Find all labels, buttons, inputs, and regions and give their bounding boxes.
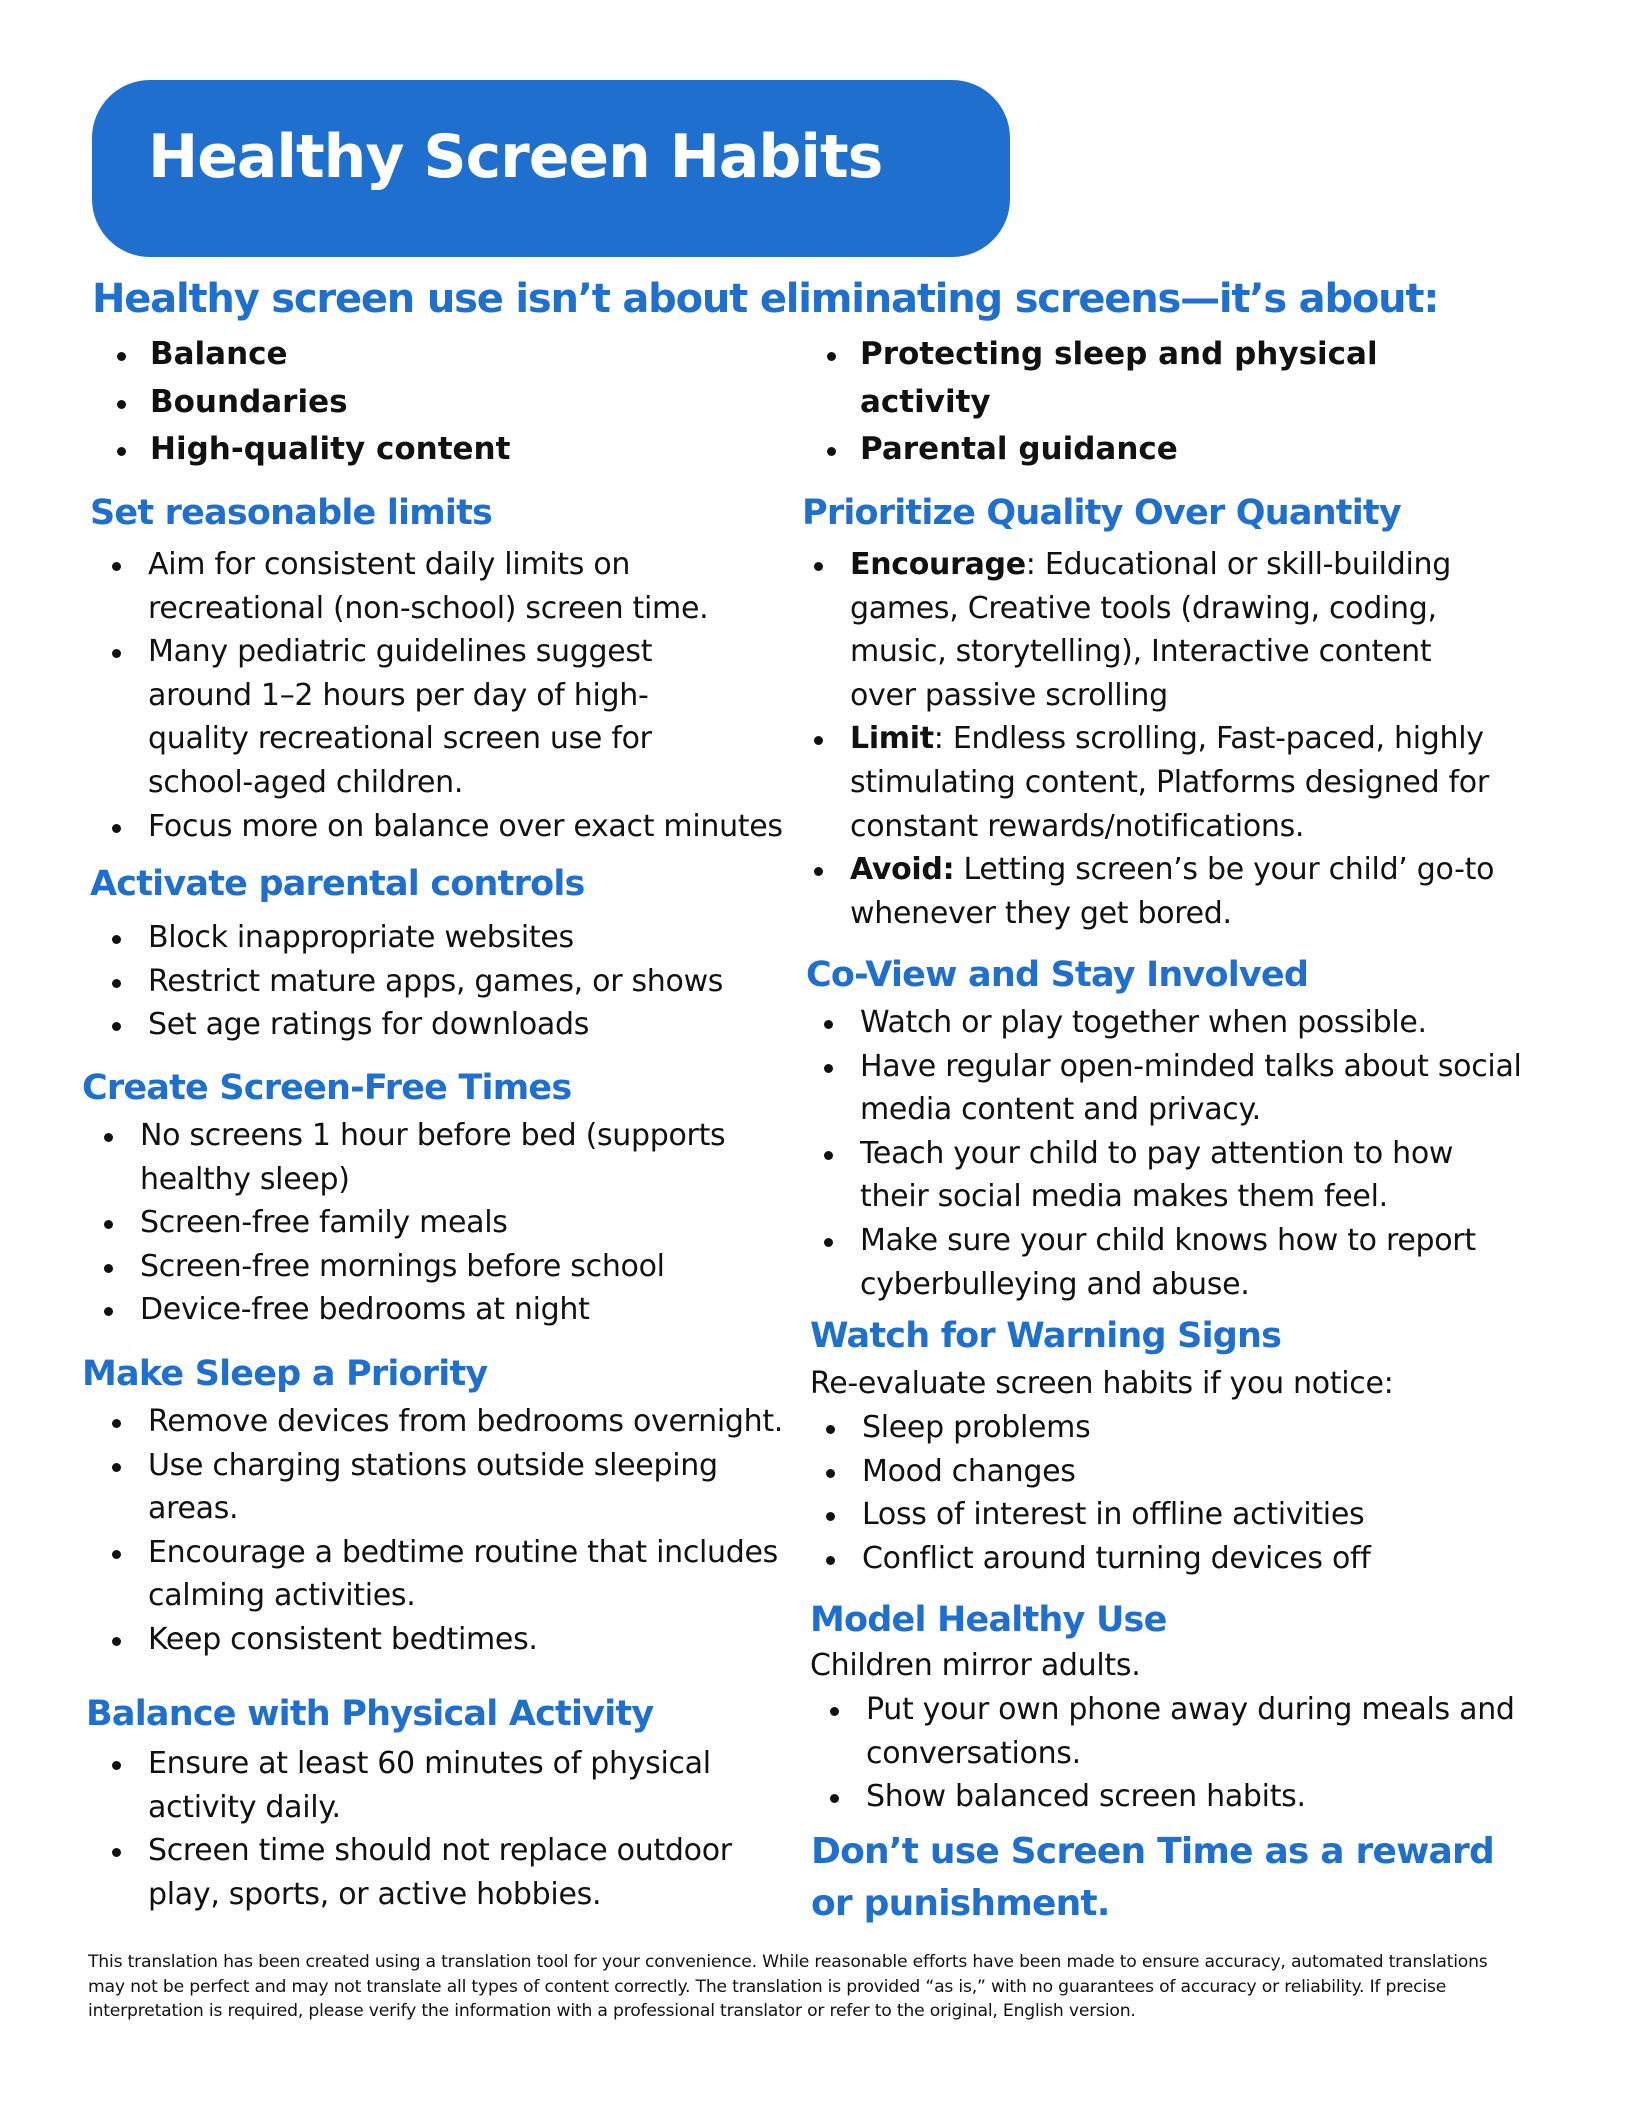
- limits-list: [104, 543, 784, 848]
- warning-signs-list: [818, 1406, 1530, 1580]
- section-heading: Prioritize Quality Over Quantity: [802, 493, 1401, 533]
- physical-activity-list: [104, 1742, 806, 1916]
- section-heading: Make Sleep a Priority: [82, 1354, 488, 1394]
- list-item: Sleep problems: [818, 1406, 1530, 1450]
- section-warning-signs: [810, 1314, 1530, 1580]
- coview-list: [816, 1001, 1526, 1306]
- intro-heading: Healthy screen use isn’t about eliminating screens—it’s about:: [92, 276, 1439, 322]
- list-item: Aim for consistent daily limits on recreational (non-school) screen time.: [104, 543, 718, 630]
- list-item: Keep consistent bedtimes.: [104, 1618, 802, 1662]
- closing-statement: Don’t use Screen Time as a reward or punishment.: [811, 1831, 1494, 1924]
- intro-list-left: [112, 331, 752, 474]
- item-text: Endless scrolling, Fast-paced, highly stimulating content, Platforms designed for constant rewards/notifications.: [850, 721, 1489, 844]
- quality-list: [806, 543, 1506, 935]
- parental-controls-list: [104, 916, 810, 1047]
- list-item: High-quality content: [112, 426, 752, 474]
- list-item: Device-free bedrooms at night: [96, 1288, 802, 1332]
- list-item: Protecting sleep and physical activity: [822, 331, 1382, 426]
- item-text: Letting screen’s be your child’ go-to whenever they get bored.: [850, 852, 1495, 931]
- list-item: Many pediatric guidelines suggest around 1–2 hours per day of high-quality recreational screen use for school-aged children.: [104, 630, 748, 804]
- page-title: Healthy Screen Habits: [148, 122, 883, 192]
- section-heading: Create Screen-Free Times: [82, 1068, 572, 1108]
- section-heading: Balance with Physical Activity: [86, 1694, 654, 1734]
- list-item: Remove devices from bedrooms overnight.: [104, 1400, 828, 1444]
- list-item: Restrict mature apps, games, or shows: [104, 960, 810, 1004]
- intro-list-right: [822, 331, 1382, 474]
- list-item: Put your own phone away during meals and conversations.: [822, 1688, 1556, 1775]
- section-screen-free: [82, 1066, 802, 1332]
- list-item: Have regular open-minded talks about social media content and privacy.: [816, 1045, 1560, 1132]
- section-heading: Activate parental controls: [90, 864, 585, 904]
- list-item: Screen-free family meals: [96, 1201, 802, 1245]
- item-label: Encourage: [850, 547, 1026, 582]
- list-item: Mood changes: [818, 1450, 1530, 1494]
- list-item: Set age ratings for downloads: [104, 1003, 810, 1047]
- section-heading: Watch for Warning Signs: [810, 1316, 1282, 1356]
- list-item: Loss of interest in offline activities: [818, 1493, 1530, 1537]
- section-model-healthy-use: [810, 1598, 1530, 1819]
- list-item: Boundaries: [112, 379, 752, 427]
- section-limits: [90, 491, 810, 848]
- list-item: Parental guidance: [822, 426, 1382, 474]
- list-item: Make sure your child knows how to report cyberbulleying and abuse.: [816, 1219, 1530, 1306]
- list-item: Encourage a bedtime routine that includes calming activities.: [104, 1531, 808, 1618]
- section-sleep: [82, 1352, 802, 1662]
- list-item: [806, 848, 1510, 935]
- list-item: Conflict around turning devices off: [818, 1537, 1530, 1581]
- section-intro: Re-evaluate screen habits if you notice:: [810, 1366, 1394, 1401]
- list-item: Teach your child to pay attention to how their social media makes them feel.: [816, 1132, 1500, 1219]
- item-label: Limit: [850, 721, 934, 757]
- section-parental-controls: [90, 862, 810, 1047]
- section-heading: Set reasonable limits: [90, 493, 493, 533]
- list-item: Focus more on balance over exact minutes: [104, 805, 784, 849]
- sleep-list: [104, 1400, 802, 1662]
- translation-disclaimer: This translation has been created using a translation tool for your convenience. While reasonable efforts have been made to ensure accuracy, automated translations may not be perfect and may not translate all types of content correctly. The translation is provided “as is,” with no guarantees of accuracy or reliability. If precise interpretation is required, please verify the information with a professional translator or refer to the original, English version.: [88, 1952, 1488, 2021]
- list-item: Balance: [112, 331, 752, 379]
- section-coview: [806, 953, 1526, 1306]
- item-label: Avoid:: [850, 852, 955, 888]
- section-physical-activity: [86, 1692, 806, 1916]
- section-heading: Model Healthy Use: [810, 1600, 1167, 1640]
- section-quality: [802, 491, 1522, 935]
- list-item: Use charging stations outside sleeping areas.: [104, 1444, 748, 1531]
- list-item: Encourage: Educational or skill-building games, Creative tools (drawing, coding, music, storytelling), Interactive content over passive scrolling: [806, 543, 1490, 717]
- title-banner: [92, 80, 1010, 257]
- model-list: [822, 1688, 1530, 1819]
- section-heading: Co-View and Stay Involved: [806, 955, 1309, 995]
- list-item: Show balanced screen habits.: [822, 1775, 1530, 1819]
- item-text: Educational or skill-building games, Creative tools (drawing, coding, music, storytelling), Interactive content over passive scrolling: [850, 547, 1451, 713]
- list-item: Screen-free mornings before school: [96, 1245, 802, 1289]
- list-item: No screens 1 hour before bed (supports healthy sleep): [96, 1114, 740, 1201]
- list-item: Limit: Endless scrolling, Fast-paced, highly stimulating content, Platforms designed for constant rewards/notifications.: [806, 717, 1500, 848]
- list-item: Watch or play together when possible.: [816, 1001, 1526, 1045]
- section-intro: Children mirror adults.: [810, 1648, 1141, 1683]
- list-item: Ensure at least 60 minutes of physical activity daily.: [104, 1742, 748, 1829]
- list-item: Block inappropriate websites: [104, 916, 810, 960]
- screen-free-list: [96, 1114, 802, 1332]
- list-item: Screen time should not replace outdoor play, sports, or active hobbies.: [104, 1829, 768, 1916]
